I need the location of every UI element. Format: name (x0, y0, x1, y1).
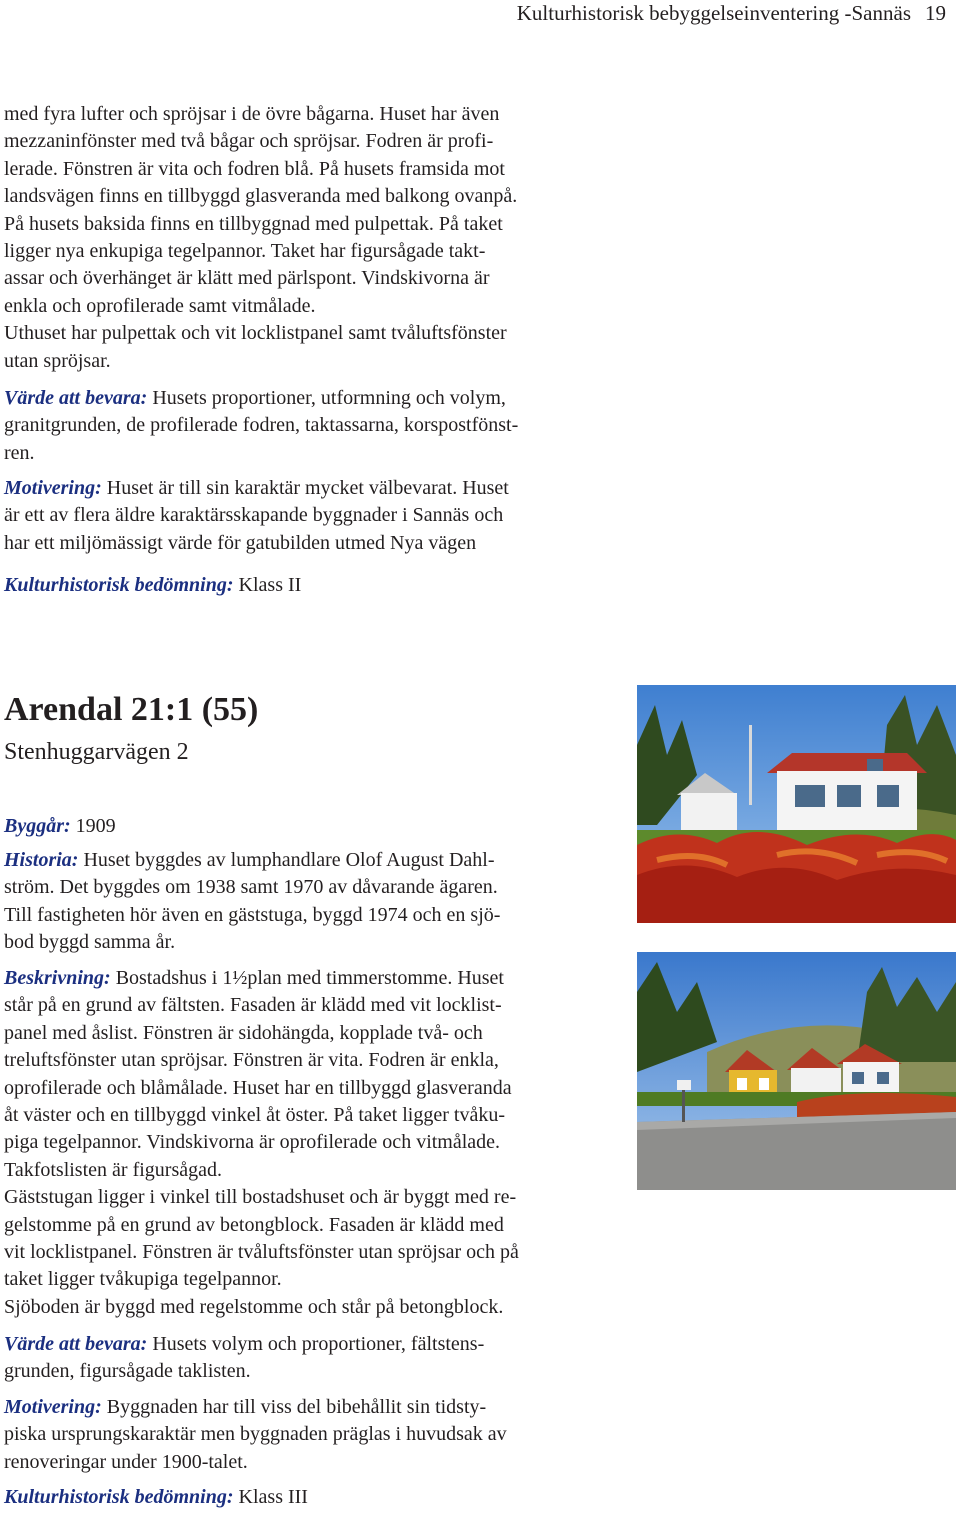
intro-line: enkla och oprofilerade samt vitmålade. (4, 294, 316, 317)
description-line: treluftsfönster utan spröjsar. Fönstren är vita. Fodren är enkla, (4, 1049, 499, 1072)
built-year (4, 813, 116, 840)
description-line: oprofilerade och blåmålade. Huset har en tillbyggd glasveranda (4, 1076, 512, 1099)
history-line: Huset byggdes av lumphandlare Olof August Dahl- (78, 849, 495, 871)
motivation-line: renoveringar under 1900-talet. (4, 1450, 248, 1473)
description-line: panel med åslist. Fönstren är sidohängda, kopplade två- och (4, 1021, 483, 1044)
property-rating (4, 1484, 308, 1511)
motivation-line: har ett miljömässigt värde för gatubilden utmed Nya vägen (4, 531, 477, 554)
history-section (4, 847, 500, 957)
motivation-line: piska ursprungskaraktär men byggnaden präglas i huvudsak av (4, 1423, 507, 1446)
rating-label: Kulturhistorisk bedömning: (4, 574, 234, 596)
value-line: ren. (4, 441, 35, 464)
value-line: grunden, figursågade taklisten. (4, 1360, 251, 1383)
history-line: bod byggd samma år. (4, 931, 176, 954)
description-line: Bostadshus i 1½plan med timmerstomme. Huset (110, 967, 504, 989)
motivation-line: är ett av flera äldre karaktärsskapande byggnader i Sannäs och (4, 504, 504, 527)
property-motivation-section (4, 1394, 507, 1476)
value-line: Husets volym och proportioner, fältstens- (147, 1333, 485, 1355)
property-title: Arendal 21:1 (55) (4, 691, 259, 728)
page-number: 19 (925, 1, 946, 25)
intro-text (4, 101, 517, 375)
description-line: åt väster och en tillbyggd vinkel åt öster. På taket ligger tvåku- (4, 1104, 505, 1127)
description-line: taket ligger tvåkupiga tegelpannor. (4, 1268, 282, 1291)
intro-line: Uthuset har pulpettak och vit locklistpanel samt tvåluftsfönster (4, 322, 507, 345)
built-label: Byggår: (4, 815, 71, 837)
description-line: står på en grund av fältsten. Fasaden är klädd med vit locklist- (4, 994, 502, 1017)
description-section (4, 965, 519, 1321)
description-line: Gäststugan ligger i vinkel till bostadshuset och är byggt med re- (4, 1186, 517, 1209)
intro-line: ligger nya enkupiga tegelpannor. Taket har figursågade takt- (4, 240, 486, 263)
value-label: Värde att bevara: (4, 1333, 148, 1355)
motivation-line: Huset är till sin karaktär mycket välbevarat. Huset (101, 477, 509, 499)
motivation-label: Motivering: (4, 1396, 102, 1418)
rating-value: Klass II (233, 574, 302, 596)
intro-line: med fyra lufter och spröjsar i de övre bågarna. Huset har även (4, 103, 500, 125)
intro-line: lerade. Fönstren är vita och fodren blå. På husets framsida mot (4, 157, 505, 180)
history-line: ström. Det byggdes om 1938 samt 1970 av dåvarande ägaren. (4, 876, 498, 899)
value-line: Husets proportioner, utformning och volym, (147, 387, 506, 409)
rating-value: Klass III (233, 1486, 308, 1508)
property-value-section (4, 1331, 484, 1386)
description-line: vit locklistpanel. Fönstren är tvåluftsfönster utan spröjsar och på (4, 1241, 519, 1264)
description-line: gelstomme på en grund av betongblock. Fasaden är klädd med (4, 1213, 504, 1236)
value-label: Värde att bevara: (4, 387, 148, 409)
description-line: piga tegelpannor. Vindskivorna är oprofilerade och vitmålade. (4, 1131, 501, 1154)
running-header (517, 0, 946, 26)
intro-line: landsvägen finns en tillbyggd glasveranda med balkong ovanpå. (4, 185, 518, 208)
house-photo-1 (637, 685, 956, 923)
value-line: granitgrunden, de profilerade fodren, taktassarna, korspostfönst- (4, 414, 519, 437)
description-line: Sjöboden är byggd med regelstomme och står på betongblock. (4, 1295, 504, 1318)
description-label: Beskrivning: (4, 967, 111, 989)
motivation-label: Motivering: (4, 477, 102, 499)
intro-line: På husets baksida finns en tillbyggnad med pulpettak. På taket (4, 212, 503, 235)
intro-value-section (4, 385, 518, 467)
rating-label: Kulturhistorisk bedömning: (4, 1486, 234, 1508)
intro-line: utan spröjsar. (4, 349, 111, 372)
intro-rating (4, 572, 301, 599)
history-label: Historia: (4, 849, 79, 871)
intro-motivation-section (4, 475, 509, 557)
intro-line: mezzaninfönster med två bågar och spröjsar. Fodren är profi- (4, 130, 494, 153)
motivation-line: Byggnaden har till viss del bibehållit sin tidsty- (101, 1396, 487, 1418)
header-title: Kulturhistorisk bebyggelseinventering -Sannäs (516, 1, 911, 25)
description-line: Takfotslisten är figursågad. (4, 1158, 222, 1181)
house-photo-2 (637, 952, 956, 1190)
history-line: Till fastigheten hör även en gäststuga, byggd 1974 och en sjö- (4, 903, 501, 926)
built-value: 1909 (70, 815, 116, 837)
property-address: Stenhuggarvägen 2 (4, 739, 189, 765)
intro-line: assar och överhänget är klätt med pärlspont. Vindskivorna är (4, 267, 490, 290)
